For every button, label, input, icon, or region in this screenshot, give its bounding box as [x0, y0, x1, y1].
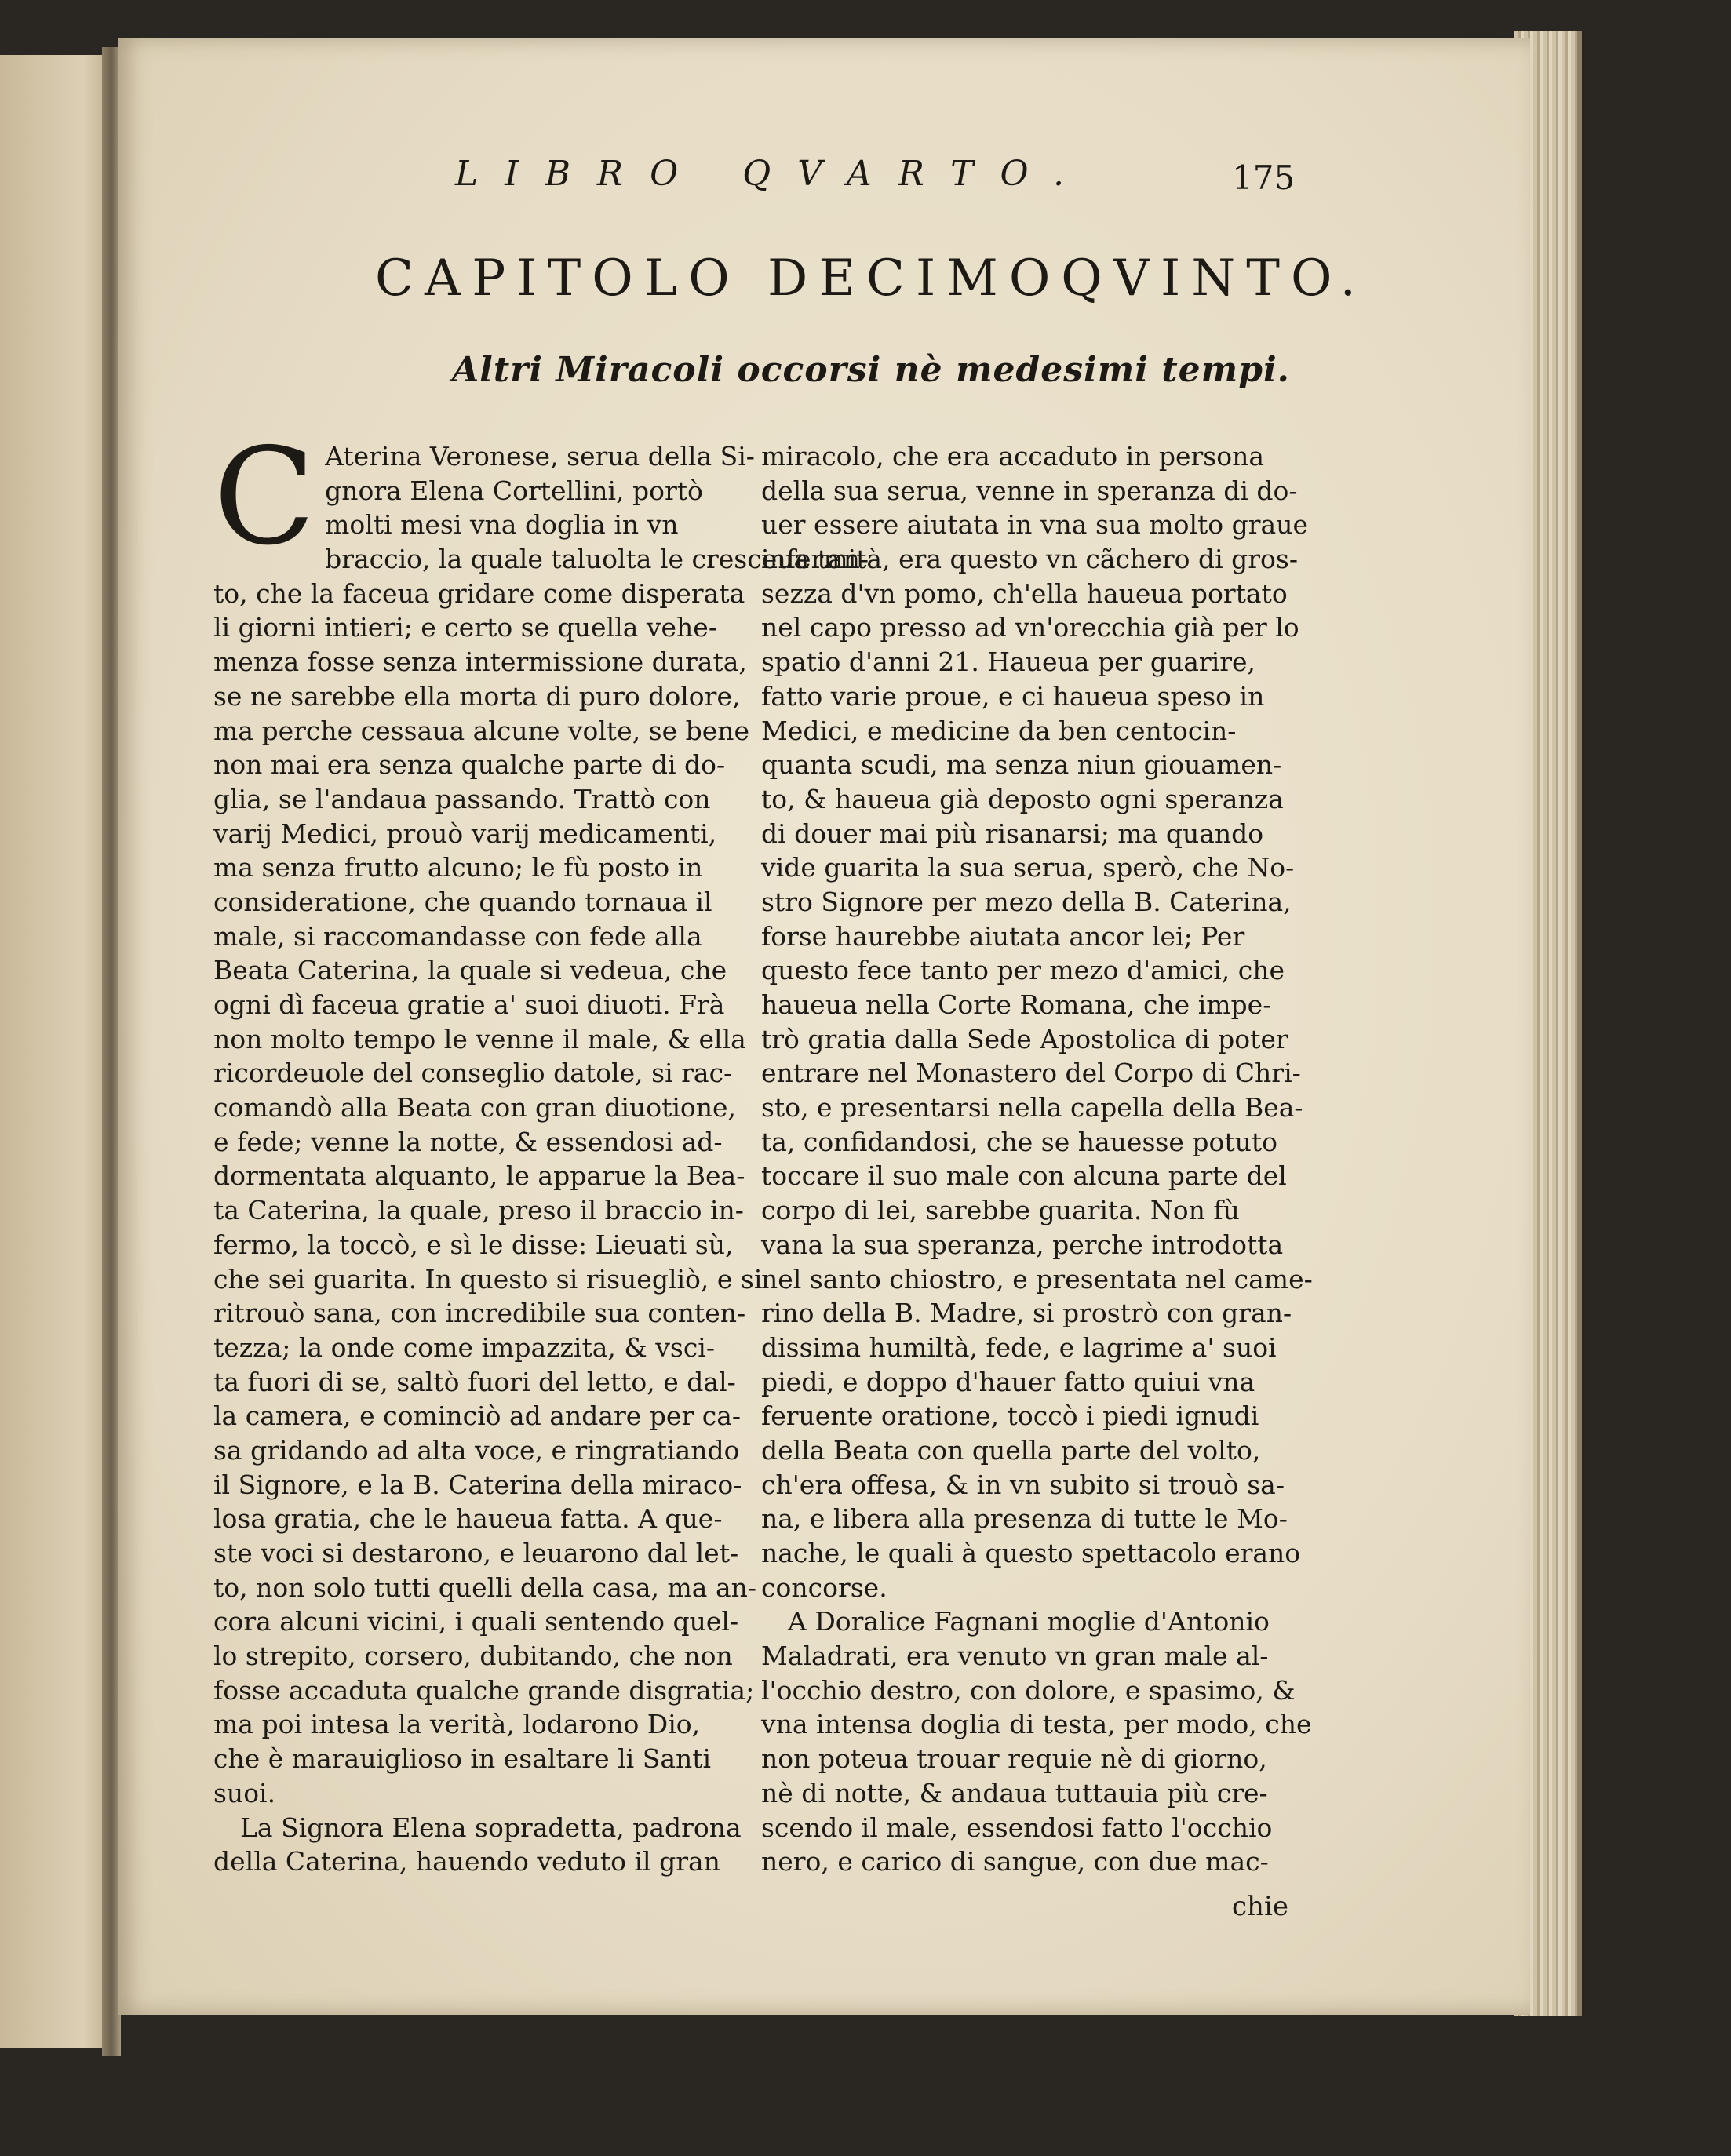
- text-line: fermo, la toccò, e sì le disse: Lieuati sù,: [213, 1229, 734, 1260]
- text-line: La Signora Elena sopradetta, padrona: [240, 1812, 742, 1843]
- text-line: ta Caterina, la quale, preso il braccio in-: [213, 1195, 744, 1226]
- text-line: sa gridando ad alta voce, e ringratiando: [213, 1434, 740, 1466]
- text-line: della Caterina, hauendo veduto il gran: [213, 1846, 720, 1877]
- text-line: vna intensa doglia di testa, per modo, che: [761, 1709, 1312, 1740]
- text-line: quanta scudi, ma senza niun giouamen-: [761, 749, 1282, 781]
- text-line: ritrouò sana, con incredibile sua conten-: [213, 1298, 746, 1329]
- text-line: della sua serua, venne in speranza di do-: [761, 475, 1298, 506]
- text-line: ma poi intesa la verità, lodarono Dio,: [213, 1709, 701, 1740]
- text-line: corpo di lei, sarebbe guarita. Non fù: [761, 1195, 1240, 1226]
- text-line: comandò alla Beata con gran diuotione,: [213, 1092, 737, 1124]
- text-line: vide guarita la sua serua, sperò, che No-: [761, 852, 1295, 883]
- chapter-subtitle: Altri Miracoli occorsi nè medesimi tempi.: [451, 350, 1291, 390]
- text-line: nero, e carico di sangue, con due mac-: [761, 1846, 1269, 1877]
- text-line: la camera, e cominciò ad andare per ca-: [213, 1400, 742, 1432]
- text-line: ma perche cessaua alcune volte, se bene: [213, 715, 750, 746]
- text-line: ma senza frutto alcuno; le fù posto in: [213, 852, 703, 883]
- text-line: feruente oratione, toccò i piedi ignudi: [761, 1400, 1259, 1432]
- book-page: [118, 38, 1530, 2015]
- text-line: nache, le quali à questo spettacolo erano: [761, 1538, 1301, 1568]
- text-line: non mai era senza qualche parte di do-: [213, 749, 726, 781]
- text-line: miracolo, che era accaduto in persona: [761, 441, 1265, 472]
- text-line: male, si raccomandasse con fede alla: [213, 920, 702, 952]
- right-column: [761, 439, 1318, 1879]
- text-line: rino della B. Madre, si prostrò con gran-: [761, 1298, 1292, 1329]
- text-line: Beata Caterina, la quale si vedeua, che: [213, 955, 727, 986]
- text-line: nè di notte, & andaua tuttauia più cre-: [761, 1777, 1268, 1808]
- catchword: chie: [1232, 1891, 1288, 1922]
- text-line: ta fuori di se, saltò fuori del letto, e dal-: [213, 1366, 736, 1397]
- text-line: varij Medici, prouò varij medicamenti,: [213, 818, 717, 849]
- text-line: scendo il male, essendosi fatto l'occhio: [761, 1812, 1273, 1843]
- text-line: uer essere aiutata in vna sua molto graue: [761, 509, 1309, 541]
- text-line: gnora Elena Cortellini, portò: [325, 475, 703, 506]
- text-line: questo fece tanto per mezo d'amici, che: [761, 955, 1285, 986]
- text-line: piedi, e doppo d'hauer fatto quiui vna: [761, 1366, 1255, 1397]
- text-line: Maladrati, era venuto vn gran male al-: [761, 1641, 1269, 1672]
- text-line: Aterina Veronese, serua della Si-: [325, 441, 755, 472]
- text-line: non molto tempo le venne il male, & ella: [213, 1023, 746, 1054]
- text-line: dormentata alquanto, le apparue la Bea-: [213, 1160, 745, 1192]
- text-line: vana la sua speranza, perche introdotta: [761, 1229, 1284, 1260]
- text-line: infermità, era questo vn cãchero di gros-: [761, 544, 1298, 575]
- text-line: ricordeuole del conseglio datole, si rac-: [213, 1058, 733, 1089]
- text-line: to, che la faceua gridare come disperata: [213, 577, 745, 609]
- text-line: na, e libera alla presenza di tutte le Mo-: [761, 1503, 1288, 1535]
- text-line: l'occhio destro, con dolore, e spasimo, &: [761, 1674, 1296, 1706]
- text-line: sezza d'vn pomo, ch'ella haueua portato: [761, 577, 1288, 609]
- text-line: concorse.: [761, 1571, 887, 1603]
- text-line: forse haurebbe aiutata ancor lei; Per: [761, 920, 1245, 952]
- text-line: suoi.: [213, 1777, 276, 1808]
- text-line: sto, e presentarsi nella capella della Bea-: [761, 1092, 1303, 1124]
- text-line: fatto varie proue, e ci haueua speso in: [761, 680, 1265, 712]
- text-line: stro Signore per mezo della B. Caterina,: [761, 886, 1292, 917]
- text-line: A Doralice Fagnani moglie d'Antonio: [788, 1606, 1270, 1637]
- text-line: di douer mai più risanarsi; ma quando: [761, 818, 1264, 849]
- text-line: toccare il suo male con alcuna parte del: [761, 1160, 1287, 1192]
- text-line: ogni dì faceua gratie a' suoi diuoti. Frà: [213, 989, 725, 1020]
- text-line: che sei guarita. In questo si risuegliò, e si: [213, 1263, 763, 1295]
- text-line: glia, se l'andaua passando. Trattò con: [213, 783, 711, 814]
- text-line: dissima humiltà, fede, e lagrime a' suoi: [761, 1331, 1277, 1363]
- text-line: ste voci si destarono, e leuarono dal let-: [213, 1538, 739, 1568]
- text-line: spatio d'anni 21. Haueua per guarire,: [761, 646, 1256, 678]
- text-line: cora alcuni vicini, i quali sentendo quel-: [213, 1606, 739, 1637]
- text-line: il Signore, e la B. Caterina della miraco-: [213, 1469, 742, 1500]
- text-line: fosse accaduta qualche grande disgratia;: [213, 1674, 755, 1706]
- page-number: 175: [1232, 158, 1296, 197]
- chapter-heading: CAPITOLO DECIMOQVINTO.: [375, 249, 1367, 308]
- text-line: haueua nella Corte Romana, che impe-: [761, 989, 1272, 1020]
- text-line: menza fosse senza intermissione durata,: [213, 646, 747, 678]
- drop-cap: C: [213, 420, 316, 575]
- text-line: lo strepito, corsero, dubitando, che non: [213, 1641, 733, 1672]
- text-line: losa gratia, che le haueua fatta. A que-: [213, 1503, 723, 1535]
- text-line: consideratione, che quando tornaua il: [213, 886, 712, 917]
- text-line: nel capo presso ad vn'orecchia già per lo: [761, 612, 1299, 643]
- text-line: to, non solo tutti quelli della casa, ma an-: [213, 1571, 757, 1603]
- text-line: braccio, la quale taluolta le cresceua tan-: [325, 544, 869, 575]
- text-line: ch'era offesa, & in vn subito si trouò sa-: [761, 1469, 1285, 1500]
- text-line: Medici, e medicine da ben centocin-: [761, 715, 1237, 746]
- previous-page-edge: [0, 55, 118, 2048]
- text-line: trò gratia dalla Sede Apostolica di poter: [761, 1023, 1288, 1054]
- text-line: molti mesi vna doglia in vn: [325, 509, 679, 541]
- text-line: e fede; venne la notte, & essendosi ad-: [213, 1126, 723, 1157]
- text-line: tezza; la onde come impazzita, & vsci-: [213, 1331, 716, 1363]
- text-line: entrare nel Monastero del Corpo di Chri-: [761, 1058, 1301, 1089]
- text-line: che è marauiglioso in esaltare li Santi: [213, 1743, 712, 1775]
- text-line: li giorni intieri; e certo se quella vehe-: [213, 612, 717, 643]
- text-line: se ne sarebbe ella morta di puro dolore,: [213, 680, 741, 712]
- running-title: LIBRO QVARTO.: [455, 154, 1091, 194]
- text-line: nel santo chiostro, e presentata nel came-: [761, 1263, 1313, 1295]
- text-line: della Beata con quella parte del volto,: [761, 1434, 1261, 1466]
- text-line: non poteua trouar requie nè di giorno,: [761, 1743, 1267, 1775]
- text-line: ta, confidandosi, che se hauesse potuto: [761, 1126, 1277, 1157]
- running-head: [118, 154, 1530, 201]
- text-line: to, & haueua già deposto ogni speranza: [761, 783, 1284, 814]
